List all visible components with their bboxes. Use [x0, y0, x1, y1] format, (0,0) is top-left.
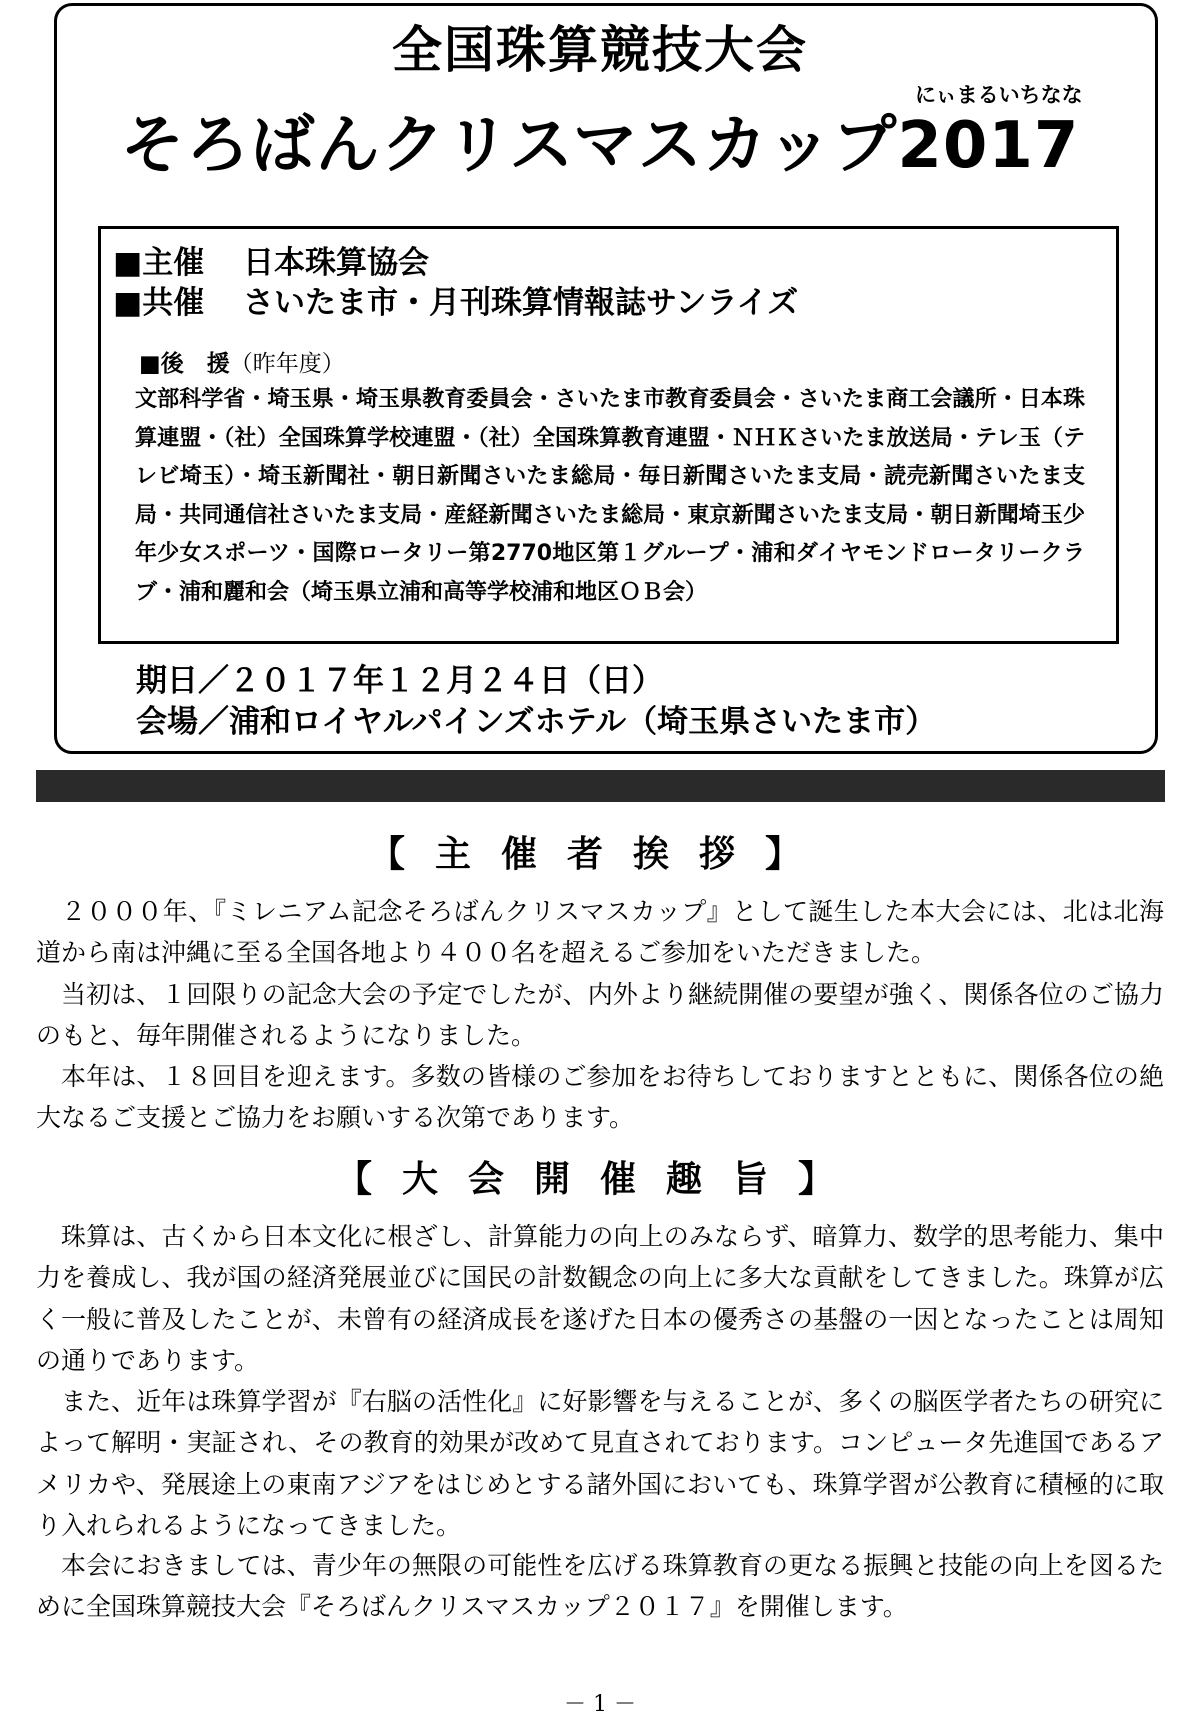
cohost-value: さいたま市・月刊珠算情報誌サンライズ	[243, 285, 799, 321]
purpose-paragraph: 珠算は、古くから日本文化に根ざし、計算能力の向上のみならず、暗算力、数学的思考能力、集中力を養成し、我が国の経済発展並びに国民の計数観念の向上に多大な貢献をしてきました。珠算が広く一般に普及したことが、未曾有の経済成長を遂げた日本の優秀さの基盤の一因となったことは周知の通りであります。	[36, 1222, 1164, 1375]
cohost-label: ■共催	[113, 285, 205, 321]
page-title: 全国珠算競技大会	[392, 21, 808, 79]
event-venue: 会場／浦和ロイヤルパインズホテル（埼玉県さいたま市）	[136, 704, 937, 740]
event-title: そろばんクリスマスカップ2017	[120, 109, 1080, 183]
host-label: ■主催	[113, 245, 205, 281]
greeting-heading: 【主催者挨拶】	[368, 834, 831, 875]
support-heading	[139, 349, 345, 379]
cohost-line	[113, 283, 798, 323]
divider-bar	[36, 770, 1165, 802]
host-value: 日本珠算協会	[243, 245, 429, 281]
title-ruby: にぃまるいちなな	[915, 83, 1083, 107]
event-date: 期日／２０１７年１２月２４日（日）	[136, 663, 663, 699]
purpose-paragraph: また、近年は珠算学習が『右脳の活性化』に好影響を与えることが、多くの脳医学者たちの研究によって解明・実証され、その教育的効果が改めて見直されております。コンピュータ先進国であるアメリカや、発展途上の東南アジアをはじめとする諸外国においても、珠算学習が公教育に積極的に取り入れられるようになってきました。	[36, 1387, 1164, 1540]
greeting-paragraph: 本年は、１８回目を迎えます。多数の皆様のご参加をお待ちしておりますとともに、関係各位の絶大なるご支援とご協力をお願いする次第であります。	[36, 1062, 1164, 1133]
support-list: 文部科学省・埼玉県・埼玉県教育委員会・さいたま市教育委員会・さいたま商工会議所・日本珠算連盟・（社）全国珠算学校連盟・（社）全国珠算教育連盟・ＮＨＫさいたま放送局・テレ玉（テレビ埼玉）・埼玉新聞社・朝日新聞さいたま総局・毎日新聞さいたま支局・読売新聞さいたま支局・共同通信社さいたま支局・産経新聞さいたま総局・東京新聞さいたま支局・朝日新聞埼玉少年少女スポーツ・国際ロータリー第2770地区第１グループ・浦和ダイヤモンドロータリークラブ・浦和麗和会（埼玉県立浦和高等学校浦和地区ＯＢ会）	[135, 387, 1085, 605]
page-number: － 1 －	[564, 1692, 636, 1717]
host-line	[113, 243, 429, 283]
support-note: （昨年度）	[229, 351, 345, 377]
greeting-paragraph: ２０００年、『ミレニアム記念そろばんクリスマスカップ』として誕生した本大会には、北は北海道から南は沖縄に至る全国各地より４００名を超えるご参加をいただきました。	[36, 897, 1164, 968]
support-label: ■後 援	[139, 351, 230, 377]
purpose-paragraph: 本会におきましては、青少年の無限の可能性を広げる珠算教育の更なる振興と技能の向上を図るために全国珠算競技大会『そろばんクリスマスカップ２０１７』を開催します。	[36, 1551, 1164, 1622]
greeting-paragraph: 当初は、１回限りの記念大会の予定でしたが、内外より継続開催の要望が強く、関係各位のご協力のもと、毎年開催されるようになりました。	[36, 980, 1164, 1051]
purpose-heading: 【大会開催趣旨】	[335, 1159, 864, 1200]
organizers-box	[98, 226, 1119, 644]
